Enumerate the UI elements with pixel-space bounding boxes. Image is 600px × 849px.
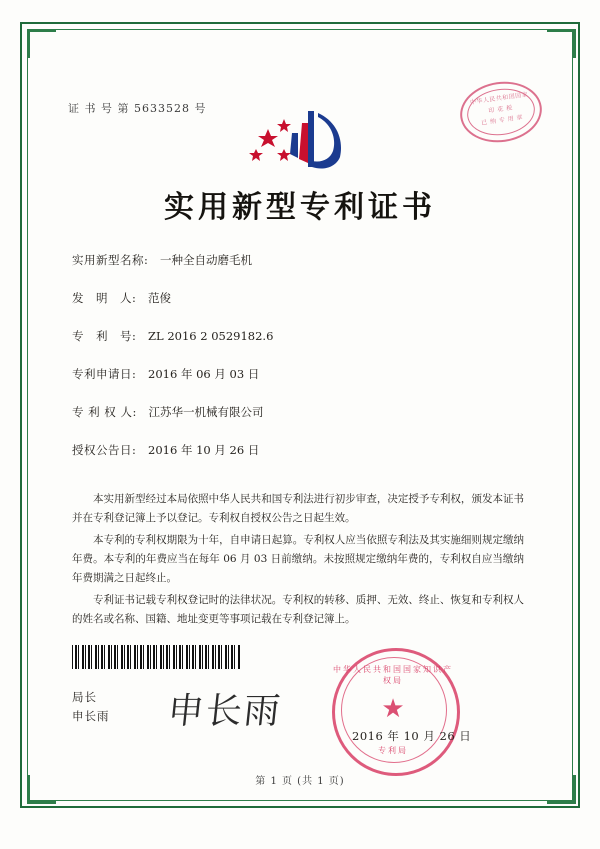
oval-stamp-text (460, 88, 542, 132)
legal-paragraph-3: 专利证书记载专利权登记时的法律状况。专利权的转移、质押、无效、终止、恢复和专利权人的姓名或名称、国籍、地址变更等事项记载在专利登记簿上。 (72, 594, 524, 625)
seal-emblem-star: ★ (381, 694, 405, 724)
handwritten-signature: 申长雨 (165, 691, 284, 732)
director-label: 局长 (72, 690, 97, 704)
legal-paragraph-1: 本实用新型经过本局依照中华人民共和国专利法进行初步审查，决定授予专利权，颁发本证书并在专利登记簿上予以登记。专利权自授权公告之日起生效。 (72, 493, 524, 524)
field-value: 2016 年 06 月 03 日 (148, 367, 260, 381)
national-emblem-round-seal-icon (332, 648, 454, 770)
barcode (72, 645, 240, 669)
field-value: 2016 年 10 月 26 日 (148, 443, 260, 457)
field-value: 范俊 (148, 291, 172, 305)
page-title: 实用新型专利证书 (164, 190, 436, 225)
field-patent-number (72, 328, 502, 344)
china-patent-office-logo-icon (240, 105, 360, 175)
field-patentee (72, 404, 502, 420)
oval-stamp-line3: 已 纳 专 用 章 (480, 114, 524, 127)
seal-arc-bottom-text: 专利局 (378, 746, 408, 755)
field-list (72, 252, 502, 480)
field-label: 专利申请日: (72, 367, 137, 381)
field-value: 一种全自动磨毛机 (160, 253, 253, 267)
field-value: ZL 2016 2 0529182.6 (148, 329, 274, 343)
director-block (72, 688, 110, 726)
field-label: 实用新型名称: (72, 253, 149, 267)
director-name: 申长雨 (72, 709, 110, 723)
page-footer: 第 1 页 (共 1 页) (255, 776, 345, 787)
oval-stamp-line1: 中华人民共和国国家 (469, 91, 529, 107)
field-value: 江苏华一机械有限公司 (148, 405, 264, 419)
corner-ornament-top-left (27, 29, 56, 58)
seal-date: 2016 年 10 月 26 日 (352, 729, 472, 743)
field-inventor (72, 290, 502, 306)
field-grant-announcement-date (72, 442, 502, 458)
field-label: 专 利 号: (72, 329, 137, 343)
oval-stamp-line2: 印 花 税 (488, 104, 514, 115)
field-application-date (72, 366, 502, 382)
legal-body-text (72, 490, 524, 632)
field-label: 授权公告日: (72, 443, 137, 457)
field-label: 发 明 人: (72, 291, 137, 305)
certificate-number: 证 书 号 第 5633528 号 (68, 102, 207, 115)
field-label: 专 利 权 人: (72, 405, 137, 419)
field-utility-model-name (72, 252, 502, 268)
seal-arc-top-text: 中华人民共和国国家知识产权局 (333, 665, 453, 685)
legal-paragraph-2: 本专利的专利权期限为十年，自申请日起算。专利权人应当依照专利法及其实施细则规定缴纳年费。本专利的年费应当在每年 06 月 03 日前缴纳。未按照规定缴纳年费的，专利权自应当缴纳年费期满之日起终止。 (72, 534, 524, 584)
corner-ornament-top-right (547, 29, 576, 58)
